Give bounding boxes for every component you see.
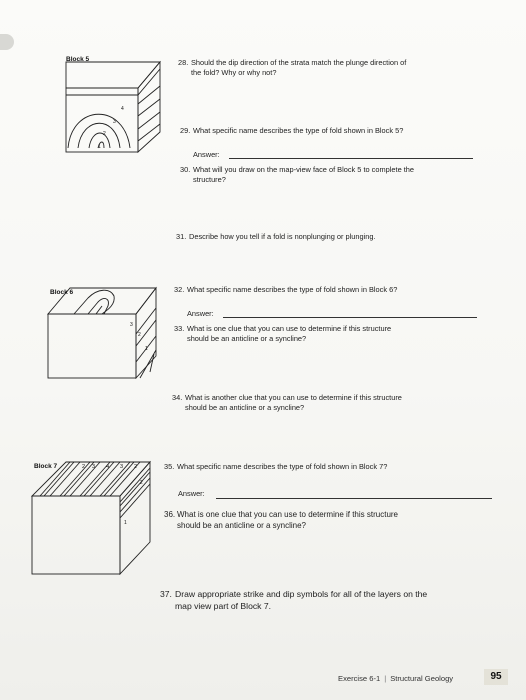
question-34 — [172, 393, 482, 413]
question-number: 32. — [174, 285, 185, 294]
answer-32 — [187, 309, 479, 319]
question-text: Describe how you tell if a fold is nonplunging or plunging. — [189, 232, 376, 241]
question-35 — [164, 462, 484, 472]
page-curl — [0, 34, 14, 50]
question-text: What specific name describes the type of fold shown in Block 7? — [177, 462, 388, 471]
block-7-top-3a: 3 — [92, 464, 96, 470]
block-7-diagram — [30, 458, 154, 582]
question-text: What specific name describes the type of fold shown in Block 6? — [187, 285, 398, 294]
question-number: 35. — [164, 462, 175, 471]
question-31 — [176, 232, 476, 242]
answer-label: Answer: — [187, 309, 214, 318]
page-footer — [338, 674, 453, 683]
question-text-cont: map view part of Block 7. — [175, 601, 272, 611]
question-number: 36. — [164, 510, 176, 519]
block-5-label: Block 5 — [66, 56, 90, 63]
footer-separator: | — [384, 674, 387, 683]
question-number: 28. — [178, 58, 189, 67]
block-5-layer-1: 1 — [98, 144, 101, 150]
block-7-top-3b: 3 — [120, 464, 124, 470]
block-5-layer-3: 3 — [113, 119, 116, 125]
block-5-diagram — [58, 52, 170, 156]
question-text-cont: the fold? Why or why not? — [191, 68, 277, 77]
question-37 — [160, 588, 504, 612]
answer-label: Answer: — [178, 489, 205, 498]
question-32 — [174, 285, 474, 295]
answer-35 — [178, 489, 494, 499]
answer-line[interactable] — [223, 317, 477, 318]
question-number: 31. — [176, 232, 187, 241]
block-7-top-4: 4 — [106, 464, 110, 470]
block-6-layer-2: 2 — [138, 332, 141, 338]
question-text: Draw appropriate strike and dip symbols for all of the layers on the — [175, 589, 428, 599]
question-text: Should the dip direction of the strata match the plunge direction of — [191, 58, 407, 67]
question-number: 30. — [180, 165, 191, 174]
block-6-diagram — [44, 284, 160, 382]
footer-exercise: Exercise 6-1 — [338, 674, 381, 683]
answer-line[interactable] — [229, 158, 473, 159]
question-text-cont: structure? — [193, 175, 226, 184]
block-7-side-1: 1 — [124, 520, 127, 526]
question-number: 29. — [180, 126, 191, 135]
block-5-layer-2: 2 — [103, 131, 106, 137]
question-number: 33. — [174, 324, 185, 333]
question-29 — [180, 126, 480, 136]
footer-section: Structural Geology — [390, 674, 454, 683]
block-6-label: Block 6 — [50, 289, 74, 296]
question-text: What is one clue that you can use to determine if this structure — [187, 324, 392, 333]
question-text: What is another clue that you can use to determine if this structure — [185, 393, 402, 402]
question-30 — [180, 165, 480, 185]
block-6-layer-1: 1 — [145, 346, 148, 352]
question-text-cont: should be an anticline or a syncline? — [177, 521, 306, 530]
block-6-layer-3: 3 — [130, 322, 133, 328]
block-7-label: Block 7 — [34, 463, 58, 470]
answer-label: Answer: — [193, 150, 220, 159]
question-text: What is one clue that you can use to determine if this structure — [177, 510, 398, 519]
question-text: What will you draw on the map-view face of Block 5 to complete the — [193, 165, 415, 174]
block-7-side-2: 2 — [140, 480, 143, 486]
question-33 — [174, 324, 474, 344]
question-number: 34. — [172, 393, 183, 402]
block-5-layer-4: 4 — [121, 106, 124, 112]
answer-29 — [193, 150, 475, 160]
question-36 — [164, 509, 484, 531]
page-number: 95 — [484, 669, 508, 685]
question-text-cont: should be an anticline or a syncline? — [185, 403, 305, 412]
question-28 — [178, 58, 478, 78]
question-text-cont: should be an anticline or a syncline? — [187, 334, 307, 343]
question-number: 37. — [160, 589, 172, 599]
block-7-top-2b: 2 — [134, 464, 138, 470]
question-text: What specific name describes the type of fold shown in Block 5? — [193, 126, 404, 135]
answer-line[interactable] — [216, 498, 492, 499]
block-7-top-2a: 2 — [82, 464, 86, 470]
